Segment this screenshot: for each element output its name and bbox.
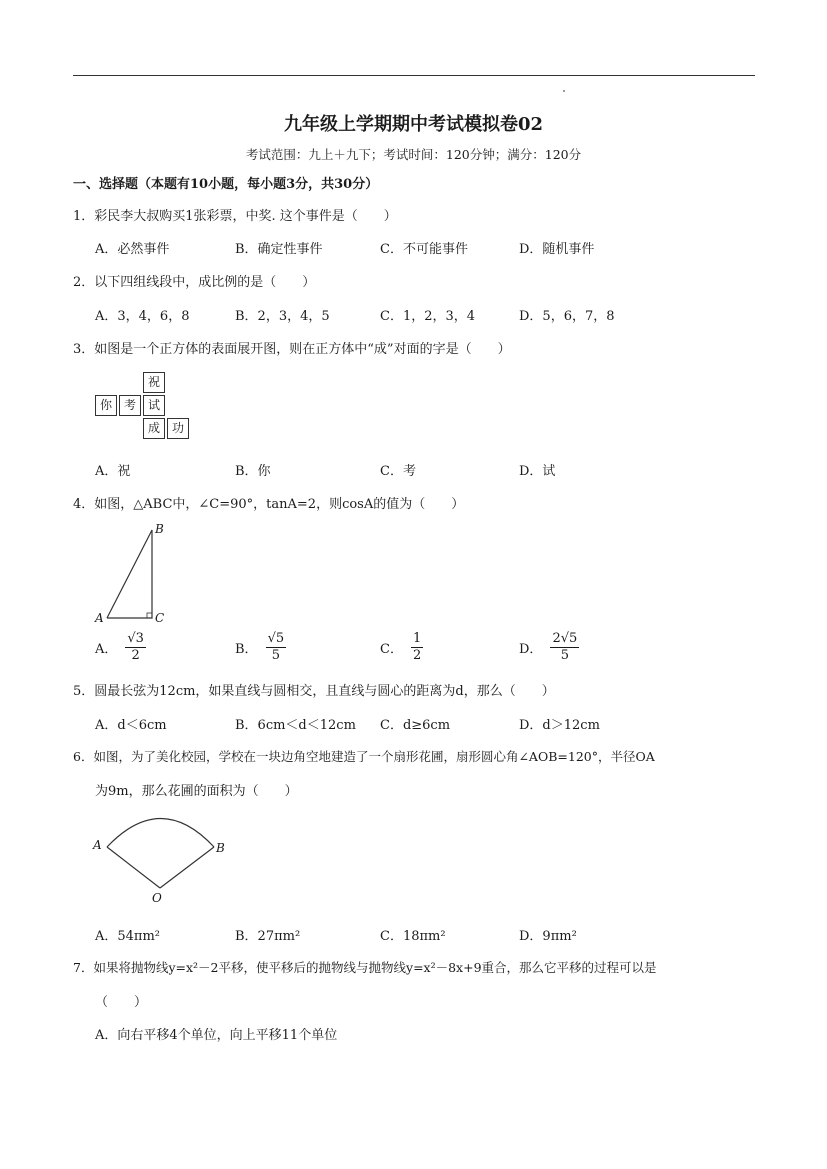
q3-option-a: A．祝 (95, 464, 131, 479)
denominator: 2 (412, 647, 422, 663)
denominator: 5 (560, 647, 569, 663)
q2-option-b: B．2，3，4，5 (235, 309, 330, 324)
sector-arc (107, 819, 214, 848)
q1-option-c: C．不可能事件 (380, 242, 468, 257)
q2-option-c: C．1，2，3，4 (380, 309, 476, 324)
question-1-stem: 1．彩民李大叔购买1张彩票，中奖. 这个事件是（ ） (73, 209, 397, 224)
question-2-stem: 2．以下四组线段中，成比例的是（ ） (73, 275, 316, 290)
q7-option-a: A．向右平移4个单位，向上平移11个单位 (95, 1028, 338, 1043)
question-7-stem: 7．如果将抛物线y=x²－2平移，使平移后的抛物线与抛物线y=x²－8x+9重合，那么它平移的过程可以是 (73, 960, 657, 975)
q5-option-d: D．d＞12cm (519, 718, 600, 733)
q4-option-d (519, 632, 579, 662)
header-rule (73, 75, 755, 76)
numerator: 2√5 (552, 631, 578, 646)
q4-option-b-letter: B． (235, 641, 258, 657)
q4-option-c-letter: C． (380, 641, 403, 657)
denominator: 5 (271, 647, 280, 663)
radius-ob (160, 847, 214, 888)
net-cell-shi: 试 (143, 395, 165, 416)
q3-option-c: C．考 (380, 464, 416, 479)
question-3-stem: 3．如图是一个正方体的表面展开图，则在正方体中“成”对面的字是（ ） (73, 342, 511, 357)
right-angle-mark (147, 613, 152, 618)
q4-option-a (95, 632, 146, 662)
net-cell-cheng: 成 (143, 418, 165, 439)
q4-option-a-letter: A． (95, 641, 118, 657)
label-b: B (216, 841, 225, 855)
exam-info: 考试范围：九上＋九下；考试时间：120分钟；满分：120分 (245, 147, 582, 162)
page-title: 九年级上学期期中考试模拟卷02 (283, 114, 544, 135)
q5-option-c: C．d≥6cm (380, 718, 451, 733)
label-b: B (155, 522, 164, 536)
header-dot (563, 90, 565, 92)
net-cell-kao: 考 (119, 395, 141, 416)
question-6-stem-cont: 为9m，那么花圃的面积为（ ） (95, 784, 298, 799)
q6-option-d: D．9πm² (519, 929, 577, 944)
numerator: √5 (267, 631, 285, 646)
label-a: A (93, 838, 102, 852)
q5-option-b: B．6cm＜d＜12cm (235, 718, 356, 733)
label-a: A (95, 611, 104, 625)
numerator: 1 (412, 631, 422, 646)
q4-option-c (380, 632, 423, 662)
sector-figure (90, 810, 240, 910)
q1-option-d: D．随机事件 (519, 242, 595, 257)
q6-option-b: B．27πm² (235, 929, 301, 944)
net-cell-gong: 功 (167, 418, 189, 439)
q6-option-c: C．18πm² (380, 929, 446, 944)
question-7-stem-cont: （ ） (95, 995, 148, 1010)
label-o: O (152, 891, 162, 905)
numerator: √3 (127, 631, 144, 646)
q1-option-b: B．确定性事件 (235, 242, 323, 257)
q4-option-b (235, 632, 286, 662)
fraction (550, 632, 579, 662)
radius-oa (107, 847, 160, 888)
q3-option-b: B．你 (235, 464, 271, 479)
label-c: C (155, 611, 165, 625)
net-cell-zhu: 祝 (143, 372, 165, 393)
q2-option-d: D．5，6，7，8 (519, 309, 615, 324)
q6-option-a: A．54πm² (95, 929, 161, 944)
fraction (411, 632, 423, 662)
section-heading: 一、选择题（本题有10小题，每小题3分，共30分） (73, 177, 379, 192)
q3-option-d: D．试 (519, 464, 556, 479)
question-6-stem: 6．如图，为了美化校园，学校在一块边角空地建造了一个扇形花圃，扇形圆心角∠AOB=120°，半径OA (73, 749, 655, 764)
q1-option-a: A．必然事件 (95, 242, 170, 257)
triangle-abc (107, 530, 152, 618)
q5-option-a: A．d＜6cm (95, 718, 167, 733)
right-triangle-figure (92, 520, 172, 625)
fraction (266, 632, 287, 662)
q2-option-a: A．3，4，6，8 (95, 309, 190, 324)
question-5-stem: 5．圆最长弦为12cm，如果直线与圆相交，且直线与圆心的距离为d，那么（ ） (73, 684, 555, 699)
net-cell-ni: 你 (95, 395, 117, 416)
denominator: 2 (131, 647, 140, 663)
fraction (125, 632, 146, 662)
question-4-stem: 4．如图，△ABC中，∠C=90°，tanA=2，则cosA的值为（ ） (73, 497, 465, 512)
q4-option-d-letter: D． (519, 641, 543, 657)
